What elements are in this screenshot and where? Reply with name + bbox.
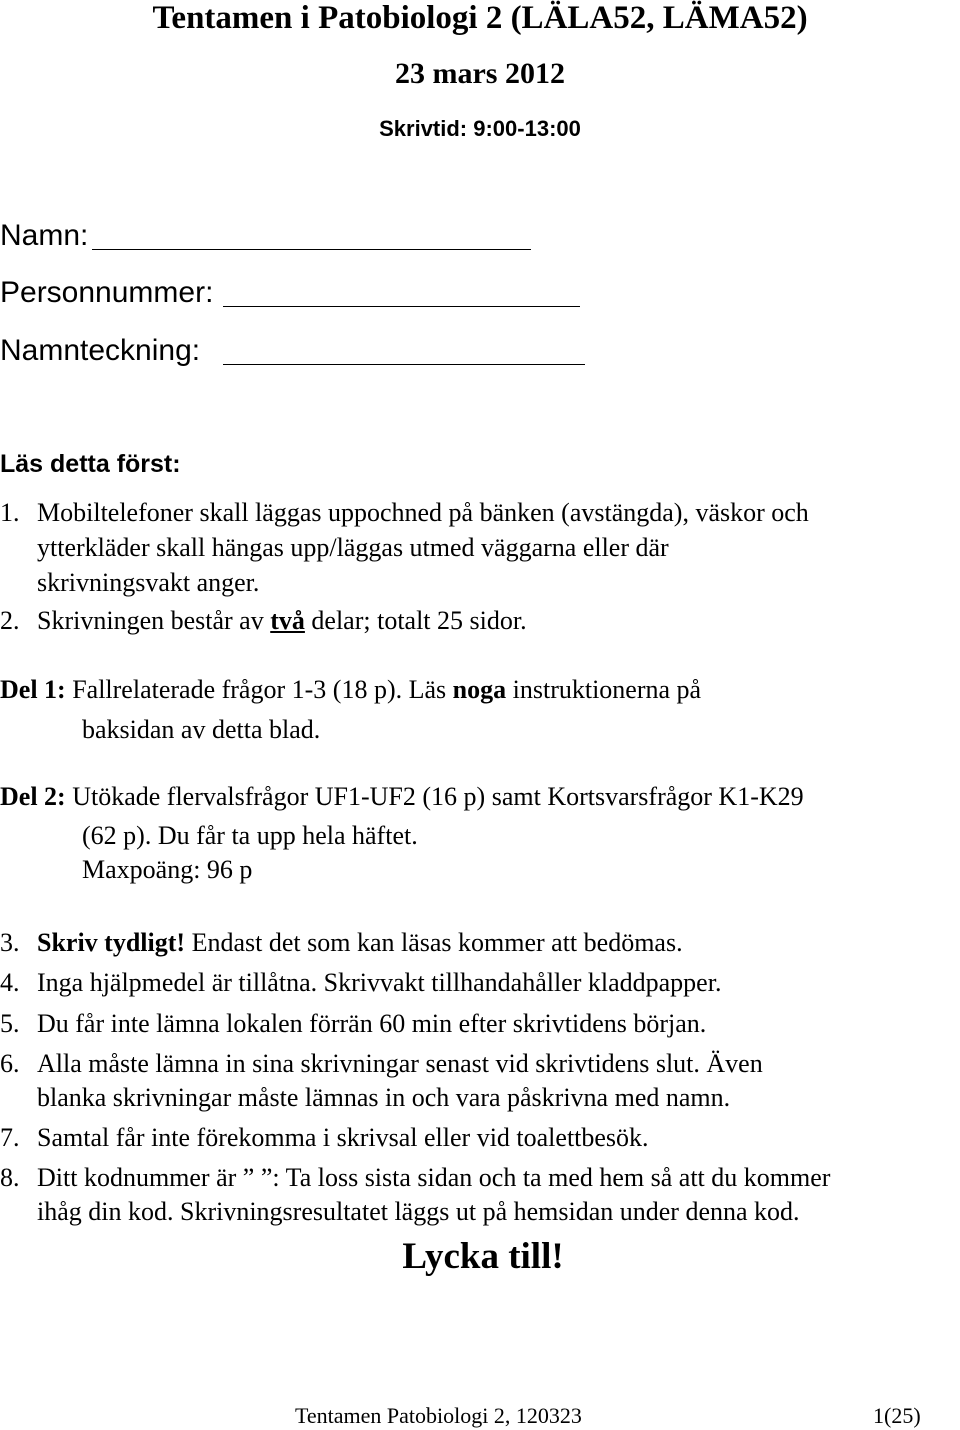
name-input-line[interactable] <box>92 249 531 250</box>
item2-bold: två <box>270 606 305 635</box>
closing-text: Lycka till! <box>402 1236 564 1277</box>
del1-label: Del 1: <box>0 675 66 704</box>
item2-text <box>37 606 527 636</box>
del2-line3: Maxpoäng: 96 p <box>82 855 253 884</box>
item6-line1: Alla måste lämna in sina skrivningar senast vid skrivtidens slut. Även <box>37 1049 763 1078</box>
del2-text: Utökade flervalsfrågor UF1-UF2 (16 p) samt Kortsvarsfrågor K1-K29 <box>65 782 804 811</box>
personnummer-input-line[interactable] <box>223 306 580 307</box>
item5-text: Du får inte lämna lokalen förrän 60 min efter skrivtidens början. <box>37 1009 707 1038</box>
item7-number: 7. <box>0 1123 20 1152</box>
item8-line2: ihåg din kod. Skrivningsresultatet läggs ut på hemsidan under denna kod. <box>37 1197 800 1226</box>
item1-line3: skrivningsvakt anger. <box>37 568 260 597</box>
del2-label: Del 2: <box>0 782 66 811</box>
item3-bold: Skriv tydligt! <box>37 928 186 957</box>
del1-bold: noga <box>452 675 507 704</box>
item8-line1: Ditt kodnummer är ” ”: Ta loss sista sidan och ta med hem så att du kommer <box>37 1163 831 1192</box>
item3-post: Endast det som kan läsas kommer att bedömas. <box>185 928 683 957</box>
item4-number: 4. <box>0 968 20 997</box>
del1-line2: baksidan av detta blad. <box>82 715 321 744</box>
item2-pre: Skrivningen består av <box>37 606 271 635</box>
item1-line1: Mobiltelefoner skall läggas uppochned på bänken (avstängda), väskor och <box>37 498 809 527</box>
del2-line2: (62 p). Du får ta upp hela häftet. <box>82 821 418 850</box>
item3-text <box>37 928 683 958</box>
item3-number: 3. <box>0 928 20 957</box>
exam-date: 23 mars 2012 <box>395 57 565 90</box>
item4-text: Inga hjälpmedel är tillåtna. Skrivvakt tillhandahåller kladdpapper. <box>37 968 722 997</box>
item6-line2: blanka skrivningar måste lämnas in och vara påskrivna med namn. <box>37 1083 731 1112</box>
item2-post: delar; totalt 25 sidor. <box>304 606 527 635</box>
del1-text: Fallrelaterade frågor 1-3 (18 p). Läs <box>65 675 453 704</box>
del1-line1 <box>0 675 701 705</box>
name-label: Namn: <box>0 219 89 252</box>
item2-number: 2. <box>0 606 20 635</box>
item1-line2: ytterkläder skall hängas upp/läggas utmed väggarna eller där <box>37 533 669 562</box>
item8-number: 8. <box>0 1163 20 1192</box>
del2-line1 <box>0 782 804 812</box>
writing-time: Skrivtid: 9:00-13:00 <box>379 116 581 141</box>
instructions-heading: Läs detta först: <box>0 450 181 478</box>
document-title: Tentamen i Patobiologi 2 (LÄLA52, LÄMA52) <box>152 0 808 36</box>
item7-text: Samtal får inte förekomma i skrivsal eller vid toalettbesök. <box>37 1123 649 1152</box>
signature-input-line[interactable] <box>223 364 585 365</box>
footer-page-number: 1(25) <box>873 1403 921 1428</box>
signature-label: Namnteckning: <box>0 334 201 367</box>
item1-number: 1. <box>0 498 20 527</box>
personnummer-label: Personnummer: <box>0 276 214 309</box>
item6-number: 6. <box>0 1049 20 1078</box>
footer-left: Tentamen Patobiologi 2, 120323 <box>295 1403 582 1428</box>
item5-number: 5. <box>0 1009 20 1038</box>
del1-post: instruktionerna på <box>506 675 702 704</box>
